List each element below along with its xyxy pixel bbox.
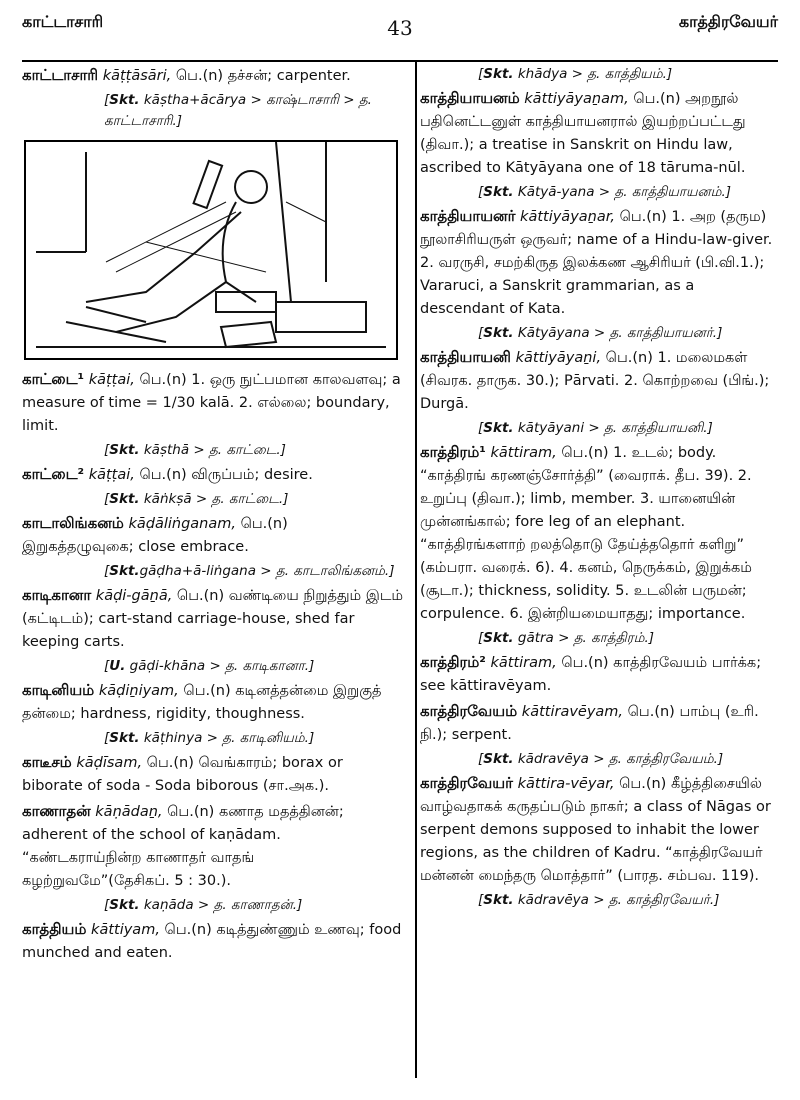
carpenter-illustration xyxy=(24,140,398,360)
dictionary-entry xyxy=(22,584,404,654)
entry-definition: பெ.(n) வெங்காரம்; borax or biborate of soda - Soda biborous (சா.அக.). xyxy=(22,755,343,794)
right-column xyxy=(420,64,780,913)
etymology-language: Skt. xyxy=(109,491,140,507)
entry-definition: பெ.(n) விருப்பம்; desire. xyxy=(134,467,313,483)
header-left-guideword: காட்டாசாரி xyxy=(22,12,104,31)
entry-headword: காட்டை² xyxy=(22,465,85,483)
etymology-line xyxy=(22,90,404,132)
carpenter-drawing-icon xyxy=(26,142,396,358)
entry-definition: பெ.(n) பாம்பு (உரி. நி.); serpent. xyxy=(420,704,759,743)
dictionary-entry xyxy=(22,751,404,798)
entry-romanization: kāṇādaṉ, xyxy=(95,804,163,820)
entry-definition: பெ.(n) 1. உடல்; body. “காத்திரங் கரணஞ்சோர்த்தி” (வைராக். தீப. 39). 2. உறுப்பு (திவா.); limb, member. 3. யானையின் முன்னங்கால்; fore leg of an elephant. “காத்திரங்களாற் றலத்தொடு தேய்த்ததொர் களிறு” (கம்பரா. வரைக். 6). 4. கனம், நெருக்கம், இறுக்கம் (சூடா.); thickness, solidity. 5. உடலின் பருமன்; corpulence. 6. இன்றியமையாதது; importance. xyxy=(420,445,752,622)
etymology-line xyxy=(22,728,404,749)
etymology-line xyxy=(420,749,780,770)
entry-romanization: kāttiyāyaṉar, xyxy=(520,209,615,225)
etymology-text: gātra > த. காத்திரம்.] xyxy=(513,630,655,646)
entry-headword: காத்திரவேயம் xyxy=(420,702,518,720)
etymology-language: Skt. xyxy=(109,897,140,913)
etymology-line xyxy=(22,895,404,916)
entry-romanization: kāttiram, xyxy=(490,655,557,671)
etymology-language: Skt. xyxy=(483,184,514,200)
entry-romanization: kāttiyam, xyxy=(91,922,160,938)
etymology-line xyxy=(420,418,780,439)
dictionary-entry xyxy=(22,463,404,487)
etymology-line xyxy=(22,489,404,510)
header-rule xyxy=(22,60,778,62)
etymology-text: khādya > த. காத்தியம்.] xyxy=(513,66,673,82)
etymology-language: U. xyxy=(109,658,126,674)
etymology-language: Skt. xyxy=(483,66,514,82)
entry-headword: காணாதன் xyxy=(22,802,91,820)
entry-definition: பெ.(n) 1. மலைமகள் (சிவரக. தாருக. 30.); Pārvati. 2. கொற்றவை (பிங்.); Durgā. xyxy=(420,350,770,412)
dictionary-entry xyxy=(22,800,404,893)
entry-definition: பெ.(n) வண்டியை நிறுத்தும் இடம் (கட்டிடம்); cart-stand carriage-house, shed far keeping carts. xyxy=(22,588,404,650)
dictionary-entry xyxy=(420,651,780,698)
etymology-open: [ xyxy=(104,491,110,507)
etymology-text: kaṇāda > த. காணாதன்.] xyxy=(139,897,303,913)
entry-definition: பெ.(n) கீழ்த்திசையில் வாழ்வதாகக் கருதப்படும் நாகர்; a class of Nāgas or serpent demons supposed to inhabit the lower regions, as the children of Kadru. “காத்திரவேயர் மன்னன் மைந்தரு மொத்தார்” (பாரத. சம்பவ. 119). xyxy=(420,776,771,884)
entry-headword: காத்திரம்¹ xyxy=(420,443,486,461)
etymology-line xyxy=(420,182,780,203)
etymology-line xyxy=(420,323,780,344)
entry-romanization: kāḍāliṅganam, xyxy=(128,516,236,532)
dictionary-entry xyxy=(22,679,404,726)
etymology-open: [ xyxy=(104,730,110,746)
page-number: 43 xyxy=(387,16,413,40)
entry-headword: காடாலிங்கனம் xyxy=(22,514,124,532)
left-column xyxy=(22,64,404,967)
etymology-text: kāṣthā > த. காட்டை.] xyxy=(139,442,286,458)
etymology-line xyxy=(22,561,404,582)
etymology-text: Kātyāyana > த. காத்தியாயனர்.] xyxy=(513,325,723,341)
entry-definition: பெ.(n) 1. அற (தரும) நூலாசிரியருள் ஒருவர்; name of a Hindu-law-giver. 2. வரருசி, சமற்கிருத இலக்கண ஆசிரியர் (பி.வி.1.); Vararuci, a Sanskrit grammarian, as a descendant of Kata. xyxy=(420,209,773,317)
dictionary-entry xyxy=(420,87,780,180)
entry-romanization: kāttiram, xyxy=(490,445,557,461)
etymology-line xyxy=(420,64,780,85)
entry-romanization: kāṭṭai, xyxy=(88,467,135,483)
etymology-line xyxy=(420,628,780,649)
etymology-text: kātyāyani > த. காத்தியாயனி.] xyxy=(513,420,713,436)
entry-headword: காத்தியாயனர் xyxy=(420,207,516,225)
entry-definition: பெ.(n) கடினத்தன்மை இறுகுத் தன்மை; hardness, rigidity, thoughness. xyxy=(22,683,382,722)
page-header xyxy=(22,4,778,44)
dictionary-entry xyxy=(420,205,780,321)
etymology-text: kāṣtha+ācārya > காஷ்டாசாரி > த. காட்டாசாரி.] xyxy=(104,92,372,129)
entry-definition: பெ.(n) காத்திரவேயம் பார்க்க; see kāttiravēyam. xyxy=(420,655,762,694)
etymology-open: [ xyxy=(104,92,110,108)
entry-headword: காத்திரவேயர் xyxy=(420,774,513,792)
etymology-language: Skt. xyxy=(483,420,514,436)
entry-headword: காடிகானா xyxy=(22,586,92,604)
entry-definition: பெ.(n) அறநூல் பதினெட்டனுள் காத்தியாயனரால் இயற்றப்பட்டது (திவா.); a treatise in Sanskrit on Hindu law, ascribed to Kātyāyana one of 18 tāruma-nūl. xyxy=(420,91,746,176)
etymology-line xyxy=(22,440,404,461)
dictionary-entry xyxy=(22,918,404,965)
etymology-language: Skt. xyxy=(109,730,140,746)
etymology-language: Skt. xyxy=(109,92,140,108)
etymology-open: [ xyxy=(478,184,484,200)
entry-headword: காடீசம் xyxy=(22,753,72,771)
dictionary-entry xyxy=(420,772,780,888)
etymology-open: [ xyxy=(104,897,110,913)
entry-romanization: kāṭṭāsāri, xyxy=(102,68,172,84)
etymology-text: kādravēya > த. காத்திரவேயம்.] xyxy=(513,751,724,767)
entry-romanization: kāttiravēyam, xyxy=(521,704,624,720)
etymology-line xyxy=(22,656,404,677)
entry-definition: பெ.(n) கடித்துண்ணும் உணவு; food munched and eaten. xyxy=(22,922,402,961)
header-right-guideword: காத்திரவேயர் xyxy=(678,12,778,31)
column-divider xyxy=(415,62,417,1078)
entry-definition: பெ.(n) இறுகத்தழுவுகை; close embrace. xyxy=(22,516,288,555)
etymology-open: [ xyxy=(104,442,110,458)
etymology-text: kāṅkṣā > த. காட்டை.] xyxy=(139,491,289,507)
entry-romanization: kāṭṭai, xyxy=(88,372,135,388)
entry-headword: காத்தியாயனி xyxy=(420,348,511,366)
etymology-text: kāṭhinya > த. காடினியம்.] xyxy=(139,730,315,746)
etymology-text: Kātyā-yana > த. காத்தியாயனம்.] xyxy=(513,184,732,200)
dictionary-entry xyxy=(22,368,404,438)
entry-headword: காத்தியாயனம் xyxy=(420,89,520,107)
etymology-line xyxy=(420,890,780,911)
dictionary-entry xyxy=(22,512,404,559)
dictionary-entry xyxy=(420,346,780,416)
dictionary-entry xyxy=(420,700,780,747)
entry-romanization: kāḍi-gāṉā, xyxy=(95,588,173,604)
entry-definition: பெ.(n) கணாத மதத்தினன்; adherent of the school of kaṇādam. “கண்டகராய்நின்ற காணாதர் வாதங் கழற்றுவமே”(தேசிகப். 5 : 30.). xyxy=(22,804,344,889)
entry-romanization: kāttiyāyaṉi, xyxy=(515,350,602,366)
entry-romanization: kāḍiṉiyam, xyxy=(98,683,179,699)
etymology-open: [ xyxy=(478,325,484,341)
entry-headword: காத்தியம் xyxy=(22,920,87,938)
dictionary-entry xyxy=(420,441,780,626)
etymology-language: Skt. xyxy=(483,630,514,646)
etymology-open: [ xyxy=(478,66,484,82)
etymology-language: Skt. xyxy=(109,563,140,579)
etymology-language: Skt. xyxy=(483,892,514,908)
entry-headword: காட்டாசாரி xyxy=(22,66,99,84)
etymology-text: kādravēya > த. காத்திரவேயர்.] xyxy=(513,892,720,908)
etymology-text: gāḍha+ā-liṅgana > த. காடாலிங்கனம்.] xyxy=(139,563,395,579)
entry-headword: காட்டை¹ xyxy=(22,370,85,388)
etymology-open: [ xyxy=(478,420,484,436)
entry-definition: பெ.(n) தச்சன்; carpenter. xyxy=(171,68,351,84)
dictionary-entry xyxy=(22,64,404,88)
entry-romanization: kāḍīsam, xyxy=(76,755,143,771)
etymology-open: [ xyxy=(478,630,484,646)
etymology-open: [ xyxy=(478,751,484,767)
etymology-open: [ xyxy=(104,563,110,579)
etymology-open: [ xyxy=(478,892,484,908)
entry-romanization: kāttira-vēyar, xyxy=(517,776,615,792)
etymology-open: [ xyxy=(104,658,110,674)
entry-romanization: kāttiyāyaṉam, xyxy=(524,91,629,107)
entry-headword: காத்திரம்² xyxy=(420,653,486,671)
etymology-language: Skt. xyxy=(483,325,514,341)
etymology-text: gāḍi-khāna > த. காடிகானா.] xyxy=(125,658,315,674)
etymology-language: Skt. xyxy=(483,751,514,767)
entry-definition: பெ.(n) 1. ஒரு நுட்பமான காலவளவு; a measure of time = 1/30 kalā. 2. எல்லை; boundary, limit. xyxy=(22,372,401,434)
etymology-language: Skt. xyxy=(109,442,140,458)
entry-headword: காடினியம் xyxy=(22,681,95,699)
